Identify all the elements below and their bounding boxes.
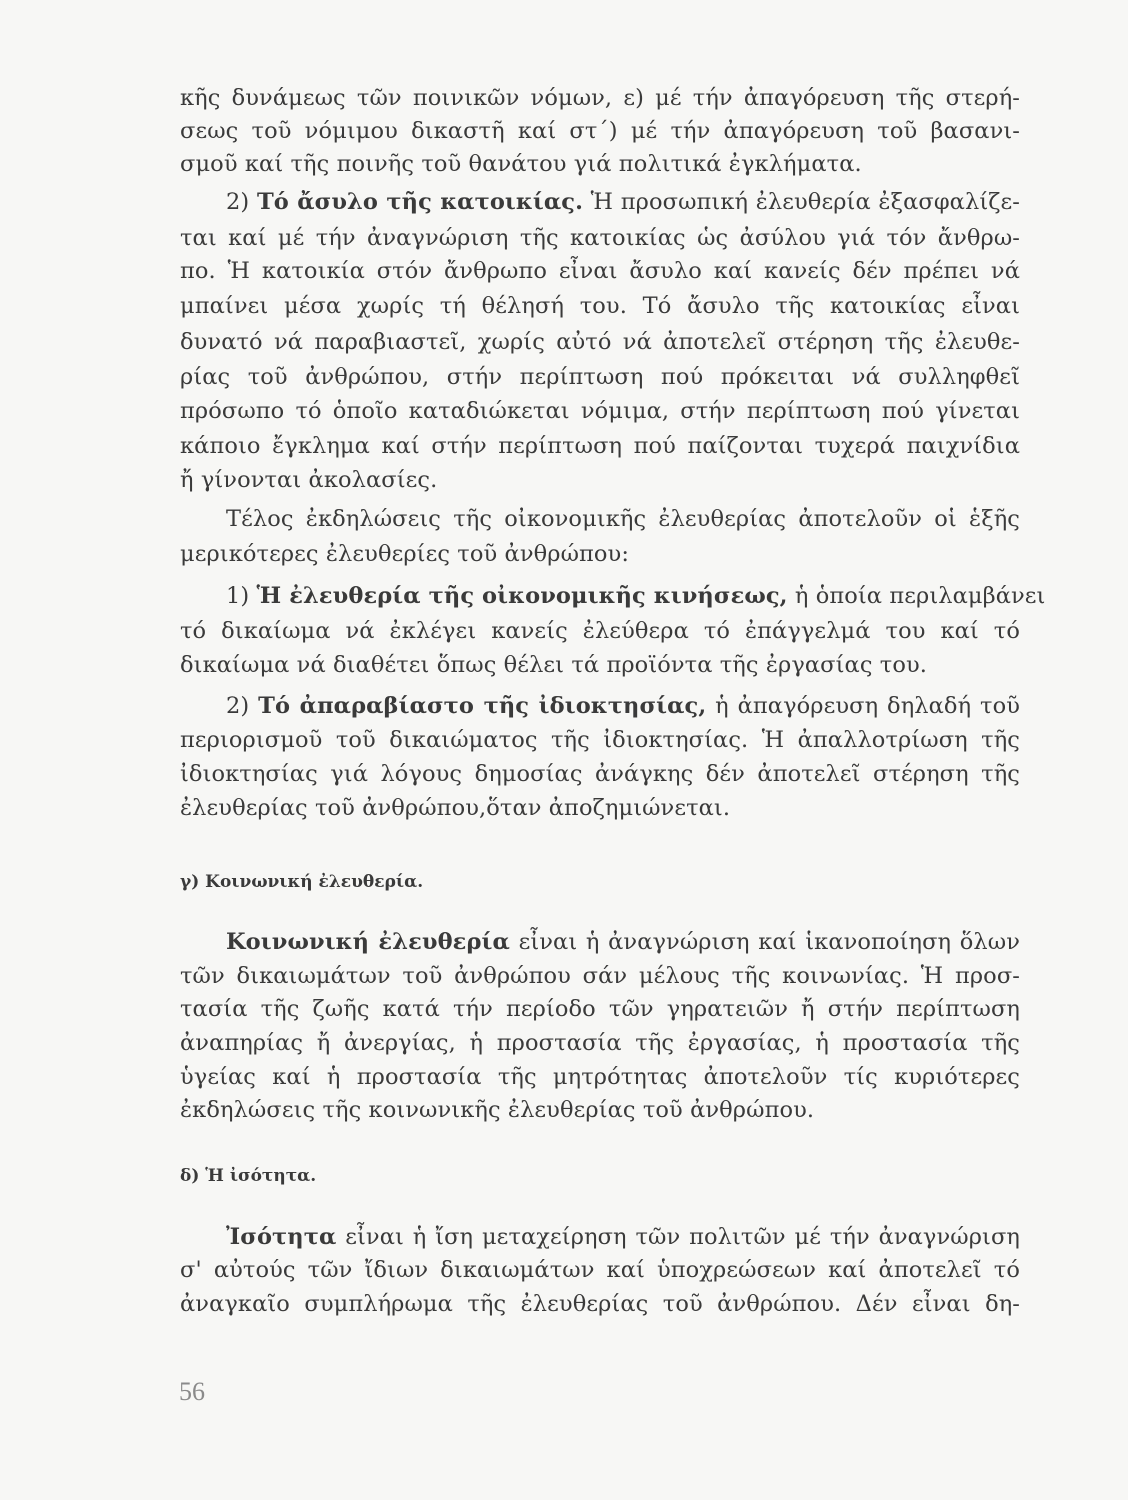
bold-term: Τό ἀπαραβίαστο τῆς ἰδιοκτησίας, (258, 693, 707, 719)
text-run: τό δικαίωμα νά ἐκλέγει κανείς ἐλεύθερα τό ἐπάγγελμά του καί τό (180, 618, 1020, 644)
text-run: σμοῦ καί τῆς ποινῆς τοῦ θανάτου γιά πολιτικά ἐγκλήματα. (180, 151, 862, 177)
text-run: ἤ γίνονται ἀκολασίες. (180, 467, 438, 493)
text-run: 2) (226, 693, 259, 719)
text-line (180, 792, 1020, 824)
text-line (180, 290, 1020, 322)
text-line (226, 580, 1046, 612)
bold-term: Τό ἄσυλο τῆς κατοικίας. (256, 189, 584, 215)
section-heading-social-freedom: γ) Κοινωνική ἐλευθερία. (180, 872, 424, 892)
text-run: περιορισμοῦ τοῦ δικαιώματος τῆς ἰδιοκτησίας. Ἡ ἀπαλλοτρίωση τῆς (180, 727, 1020, 753)
text-line (180, 724, 1020, 756)
text-run: 1) (226, 583, 257, 609)
text-line (180, 960, 1020, 992)
text-run: Ἡ προσωπική ἐλευθερία ἐξασφαλίζε- (583, 189, 1021, 215)
text-run: ρίας τοῦ ἀνθρώπου, στήν περίπτωση πού πρόκειται νά συλληφθεῖ (180, 364, 1020, 390)
text-run: κάποιο ἔγκλημα καί στήν περίπτωση πού παίζονται τυχερά παιχνίδια (180, 433, 1020, 459)
page-number: 56 (179, 1377, 205, 1406)
text-line (180, 1254, 1020, 1286)
text-line (226, 186, 1020, 218)
text-line (180, 430, 1020, 462)
text-line (180, 115, 1020, 147)
text-run: ὑγείας καί ἡ προστασία τῆς μητρότητας ἀποτελοῦν τίς κυριότερες (180, 1064, 1020, 1090)
text-run: μερικότερες ἐλευθερίες τοῦ ἀνθρώπου: (180, 541, 630, 567)
text-line (180, 255, 1020, 287)
text-line (180, 395, 1020, 427)
text-line (180, 993, 1020, 1025)
text-run: δικαίωμα νά διαθέτει ὅπως θέλει τά προϊόντα τῆς ἐργασίας του. (180, 652, 928, 678)
bold-term: Ἡ ἐλευθερία τῆς οἰκονομικῆς κινήσεως, (256, 583, 788, 609)
text-line (226, 926, 1020, 958)
text-run: πο. Ἡ κατοικία στόν ἄνθρωπο εἶναι ἄσυλο καί κανείς δέν πρέπει νά (180, 258, 1020, 284)
text-run: σ' αὐτούς τῶν ἴδιων δικαιωμάτων καί ὑποχρεώσεων καί ἀποτελεῖ τό (180, 1257, 1020, 1283)
text-run: ἰδιοκτησίας γιά λόγους δημοσίας ἀνάγκης δέν ἀποτελεῖ στέρηση τῆς (180, 761, 1020, 787)
section-heading-equality: δ) Ἡ ἰσότητα. (180, 1166, 317, 1186)
bold-term: Ἰσότητα (226, 1224, 337, 1250)
text-line (180, 361, 1020, 393)
text-line (226, 1221, 1020, 1253)
text-line (180, 1027, 1020, 1059)
text-run: μπαίνει μέσα χωρίς τή θέλησή του. Τό ἄσυλο τῆς κατοικίας εἶναι (180, 293, 1020, 319)
text-run: τῶν δικαιωμάτων τοῦ ἀνθρώπου σάν μέλους τῆς κοινωνίας. Ἡ προσ- (180, 963, 1020, 989)
bold-term: Κοινωνική ἐλευθερία (226, 929, 510, 955)
text-line (226, 503, 1020, 535)
text-run: δυνατό νά παραβιαστεῖ, χωρίς αὐτό νά ἀποτελεῖ στέρηση τῆς ἐλευθε- (180, 329, 1020, 355)
text-run: ἀναγκαῖο συμπλήρωμα τῆς ἐλευθερίας τοῦ ἀνθρώπου. Δέν εἶναι δη- (180, 1291, 1020, 1317)
text-line (180, 464, 1020, 496)
text-line (180, 326, 1020, 358)
text-line (180, 649, 1020, 681)
text-run: κῆς δυνάμεως τῶν ποινικῶν νόμων, ε) μέ τήν ἀπαγόρευση τῆς στερή- (180, 85, 1020, 111)
text-line (180, 1288, 1020, 1320)
text-line (180, 615, 1020, 647)
text-line (180, 82, 1020, 114)
text-run: 2) (226, 189, 257, 215)
text-line (180, 222, 1020, 254)
text-line (180, 148, 1020, 180)
text-run: ἀναπηρίας ἤ ἀνεργίας, ἡ προστασία τῆς ἐργασίας, ἡ προστασία τῆς (180, 1030, 1020, 1056)
text-run: ται καί μέ τήν ἀναγνώριση τῆς κατοικίας ὡς ἀσύλου γιά τόν ἄνθρω- (180, 225, 1020, 251)
text-run: ἡ ἀπαγόρευση δηλαδή τοῦ (706, 693, 1020, 719)
text-run: Τέλος ἐκδηλώσεις τῆς οἰκονομικῆς ἐλευθερίας ἀποτελοῦν οἱ ἑξῆς (226, 506, 1020, 532)
text-line (180, 1094, 1020, 1126)
text-run: ἐλευθερίας τοῦ ἀνθρώπου,ὅταν ἀποζημιώνεται. (180, 795, 731, 821)
text-run: εἶναι ἡ ἀναγνώριση καί ἱκανοποίηση ὅλων (509, 929, 1020, 955)
text-run: τασία τῆς ζωῆς κατά τήν περίοδο τῶν γηρατειῶν ἤ στήν περίπτωση (180, 996, 1020, 1022)
text-line (180, 758, 1020, 790)
text-line (180, 538, 1020, 570)
text-run: ἡ ὁποία περιλαμβάνει (787, 583, 1046, 609)
text-line (180, 1061, 1020, 1093)
text-run: εἶναι ἡ ἴση μεταχείρηση τῶν πολιτῶν μέ τήν ἀναγνώριση (336, 1224, 1020, 1250)
text-run: σεως τοῦ νόμιμου δικαστῆ καί στ΄) μέ τήν ἀπαγόρευση τοῦ βασανι- (180, 118, 1020, 144)
text-line (226, 690, 1020, 722)
text-run: πρόσωπο τό ὁποῖο καταδιώκεται νόμιμα, στήν περίπτωση πού γίνεται (180, 398, 1020, 424)
text-run: ἐκδηλώσεις τῆς κοινωνικῆς ἐλευθερίας τοῦ ἀνθρώπου. (180, 1097, 815, 1123)
